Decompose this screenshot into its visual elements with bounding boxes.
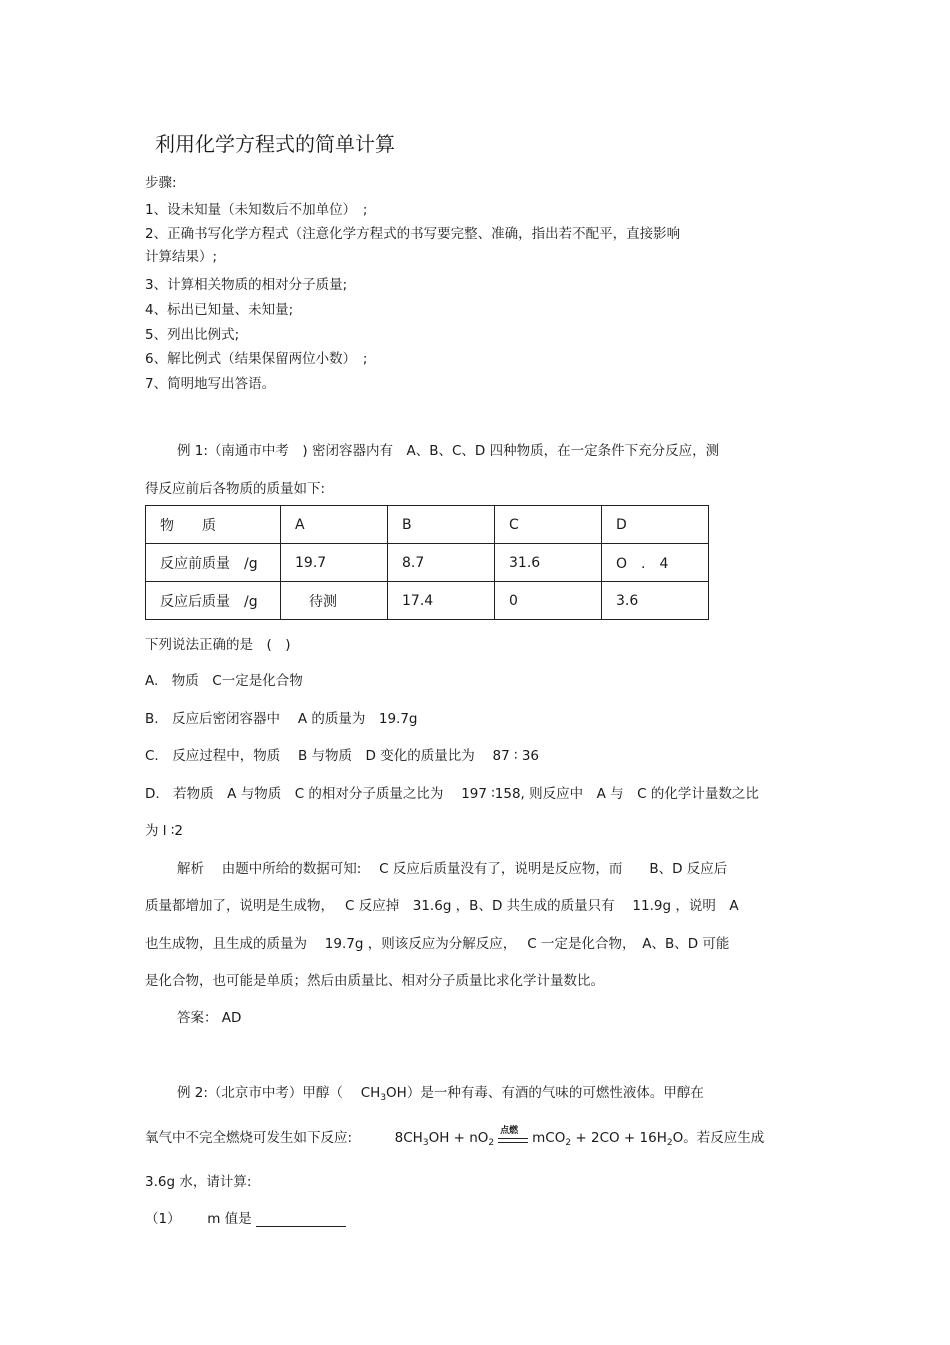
table-header-cell: B [388, 506, 495, 544]
example1-line1: 例 1:（南通市中考 ) 密闭容器内有 A、B、C、D 四种物质，在一定条件下充分反应，测 [177, 443, 720, 459]
mass-table [145, 505, 709, 620]
table-cell: 8.7 [388, 544, 495, 582]
step-2: 2、正确书写化学方程式（注意化学方程式的书写要完整、准确，指出若不配平，直接影响 [145, 226, 681, 242]
analysis-line-4: 是化合物，也可能是单质；然后由质量比、相对分子质量比求化学计量数比。 [145, 973, 604, 989]
analysis-line-3: 也生成物，且生成的质量为 19.7g ，则该反应为分解反应， C 一定是化合物， A、B、D 可能 [145, 936, 730, 952]
answer: 答案： AD [177, 1010, 242, 1026]
example2-text: 例 2:（北京市中考）甲醇（ CH [177, 1085, 381, 1101]
table-cell: 反应后质量 /g [146, 582, 281, 620]
eq-part: O。若反应生成 [672, 1130, 765, 1146]
equation [394, 1126, 765, 1148]
example2-text: 氧气中不完全燃烧可发生如下反应: [145, 1130, 353, 1146]
table-header-row [146, 506, 709, 544]
table-row [146, 582, 709, 620]
table-header-cell: A [281, 506, 388, 544]
eq-part: 8CH [394, 1130, 423, 1146]
answer-blank[interactable] [256, 1212, 346, 1227]
subscript: 3 [380, 1093, 387, 1103]
step-2-cont: 计算结果）; [145, 249, 218, 265]
table-header-cell: D [602, 506, 709, 544]
reaction-condition [498, 1126, 528, 1147]
option-b: B. 反应后密闭容器中 A 的质量为 19.7g [145, 711, 418, 727]
step-3: 3、计算相关物质的相对分子质量; [145, 277, 348, 293]
question-1 [145, 1207, 346, 1227]
step-7: 7、简明地写出答语。 [145, 376, 276, 392]
example1-line2: 得反应前后各物质的质量如下: [145, 481, 326, 497]
table-cell: 3.6 [602, 582, 709, 620]
analysis-line-2: 质量都增加了，说明是生成物， C 反应掉 31.6g ，B、D 共生成的质量只有 11.9g ，说明 A [145, 898, 739, 914]
step-1: 1、设未知量（未知数后不加单位） ; [145, 202, 368, 218]
example2-text: OH）是一种有毒、有酒的气味的可燃性液体。甲醇在 [386, 1085, 704, 1101]
subscript: 2 [666, 1138, 673, 1148]
example2-line2 [145, 1126, 764, 1148]
subscript: 2 [488, 1138, 495, 1148]
step-5: 5、列出比例式; [145, 327, 240, 343]
step-4: 4、标出已知量、未知量; [145, 302, 294, 318]
subscript: 3 [422, 1138, 429, 1148]
option-d: D. 若物质 A 与物质 C 的相对分子质量之比为 197 ∶158, 则反应中 A 与 C 的化学计量数之比 [145, 786, 759, 802]
table-cell: 19.7 [281, 544, 388, 582]
table-cell: 0 [495, 582, 602, 620]
equals-bar [498, 1142, 528, 1143]
option-d-cont: 为 l ∶2 [145, 823, 183, 839]
table-cell: 反应前质量 /g [146, 544, 281, 582]
subscript: 2 [565, 1138, 572, 1148]
option-a: A. 物质 C一定是化合物 [145, 673, 303, 689]
step-6: 6、解比例式（结果保留两位小数） ; [145, 351, 368, 367]
steps-heading: 步骤: [145, 175, 177, 191]
equals-bar [498, 1138, 528, 1139]
table-row [146, 544, 709, 582]
eq-part: + 2CO + 16H [571, 1130, 667, 1146]
condition-label: 点燃 [500, 1126, 519, 1136]
example2-line1 [177, 1081, 704, 1103]
table-cell: 待测 [281, 582, 388, 620]
option-c: C. 反应过程中，物质 B 与物质 D 变化的质量比为 87 ∶ 36 [145, 748, 539, 764]
analysis-line-1: 解析 由题中所给的数据可知: C 反应后质量没有了，说明是反应物，而 B、D 反应后 [177, 861, 728, 877]
eq-part: mCO [532, 1130, 566, 1146]
q1-text: m 值是 [207, 1211, 252, 1227]
table-cell: O . 4 [602, 544, 709, 582]
table-cell: 31.6 [495, 544, 602, 582]
table-cell: 17.4 [388, 582, 495, 620]
table-header-cell: 物 质 [146, 506, 281, 544]
eq-part: OH + nO [428, 1130, 489, 1146]
q1-label: （1） [145, 1211, 181, 1227]
example2-line3: 3.6g 水，请计算: [145, 1174, 252, 1190]
page-title: 利用化学方程式的简单计算 [155, 132, 395, 156]
table-header-cell: C [495, 506, 602, 544]
question: 下列说法正确的是 ( ) [145, 637, 291, 653]
